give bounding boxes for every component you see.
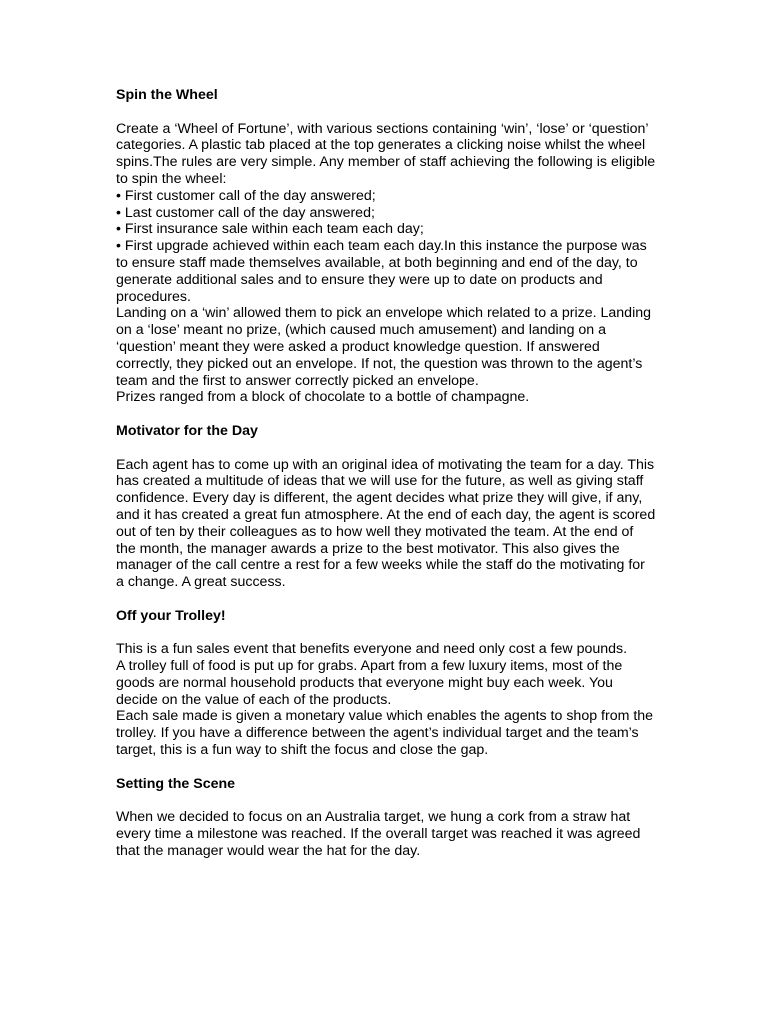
section-heading: Spin the Wheel [116, 87, 218, 103]
paragraph: Each agent has to come up with an original idea of motivating the team for a day. This has created a multitude of ideas that we will use for the future, as well as giving staff confidence. Every day is different, the agent decides what prize they will give, if any, and it has created a great fun atmosphere. At the end of each day, the agent is scored out of ten by their colleagues as to how well they motivated the team. At the end of the month, the manager awards a prize to the best motivator. This also gives the manager of the call centre a rest for a few weeks while the staff do the motivating for a change. A great success. [116, 456, 656, 591]
paragraph: Landing on a ‘win’ allowed them to pick an envelope which related to a prize. Landing on a ‘lose’ meant no prize, (which caused much amusement) and landing on a ‘question’ meant they were asked a product knowledge question. If answered correctly, they picked out an envelope. If not, the question was thrown to the agent’s team and the first to answer correctly picked an envelope. [116, 305, 652, 389]
document-page [116, 87, 656, 876]
bullet-item: • First customer call of the day answered; [116, 188, 656, 205]
bullet-item: • Last customer call of the day answered; [116, 205, 656, 222]
section-spin-the-wheel [116, 87, 656, 406]
section-heading: Off your Trolley! [116, 607, 226, 624]
paragraph: Create a ‘Wheel of Fortune’, with various sections containing ‘win’, ‘lose’ or ‘question’ categories. A plastic tab placed at the top generates a clicking noise whilst the wheel spins.The rules are very simple. Any member of staff achieving the following is eligible to spin the wheel: [116, 120, 656, 187]
section-off-your-trolley [116, 608, 656, 759]
paragraph: When we decided to focus on an Australia target, we hung a cork from a straw hat every time a milestone was reached. If the overall target was reached it was agreed that the manager would wear the hat for the day. [116, 809, 641, 859]
bullet-item: • First insurance sale within each team each day; [116, 221, 656, 238]
paragraph: A trolley full of food is put up for grabs. Apart from a few luxury items, most of the goods are normal household products that everyone might buy each week. You decide on the value of each of the products. [116, 658, 623, 708]
paragraph: This is a fun sales event that benefits everyone and need only cost a few pounds. [116, 641, 628, 658]
section-motivator-for-the-day [116, 423, 656, 591]
section-heading: Motivator for the Day [116, 422, 258, 439]
section-setting-the-scene [116, 776, 656, 860]
paragraph: Prizes ranged from a block of chocolate to a bottle of champagne. [116, 389, 530, 406]
bullet-item: • First upgrade achieved within each team each day.In this instance the purpose was to ensure staff made themselves available, at both beginning and end of the day, to generate additional sales and to ensure they were up to date on products and procedures. [116, 238, 656, 305]
paragraph: Each sale made is given a monetary value which enables the agents to shop from the trolley. If you have a difference between the agent’s individual target and the team’s target, this is a fun way to shift the focus and close the gap. [116, 708, 654, 759]
section-heading: Setting the Scene [116, 775, 236, 792]
